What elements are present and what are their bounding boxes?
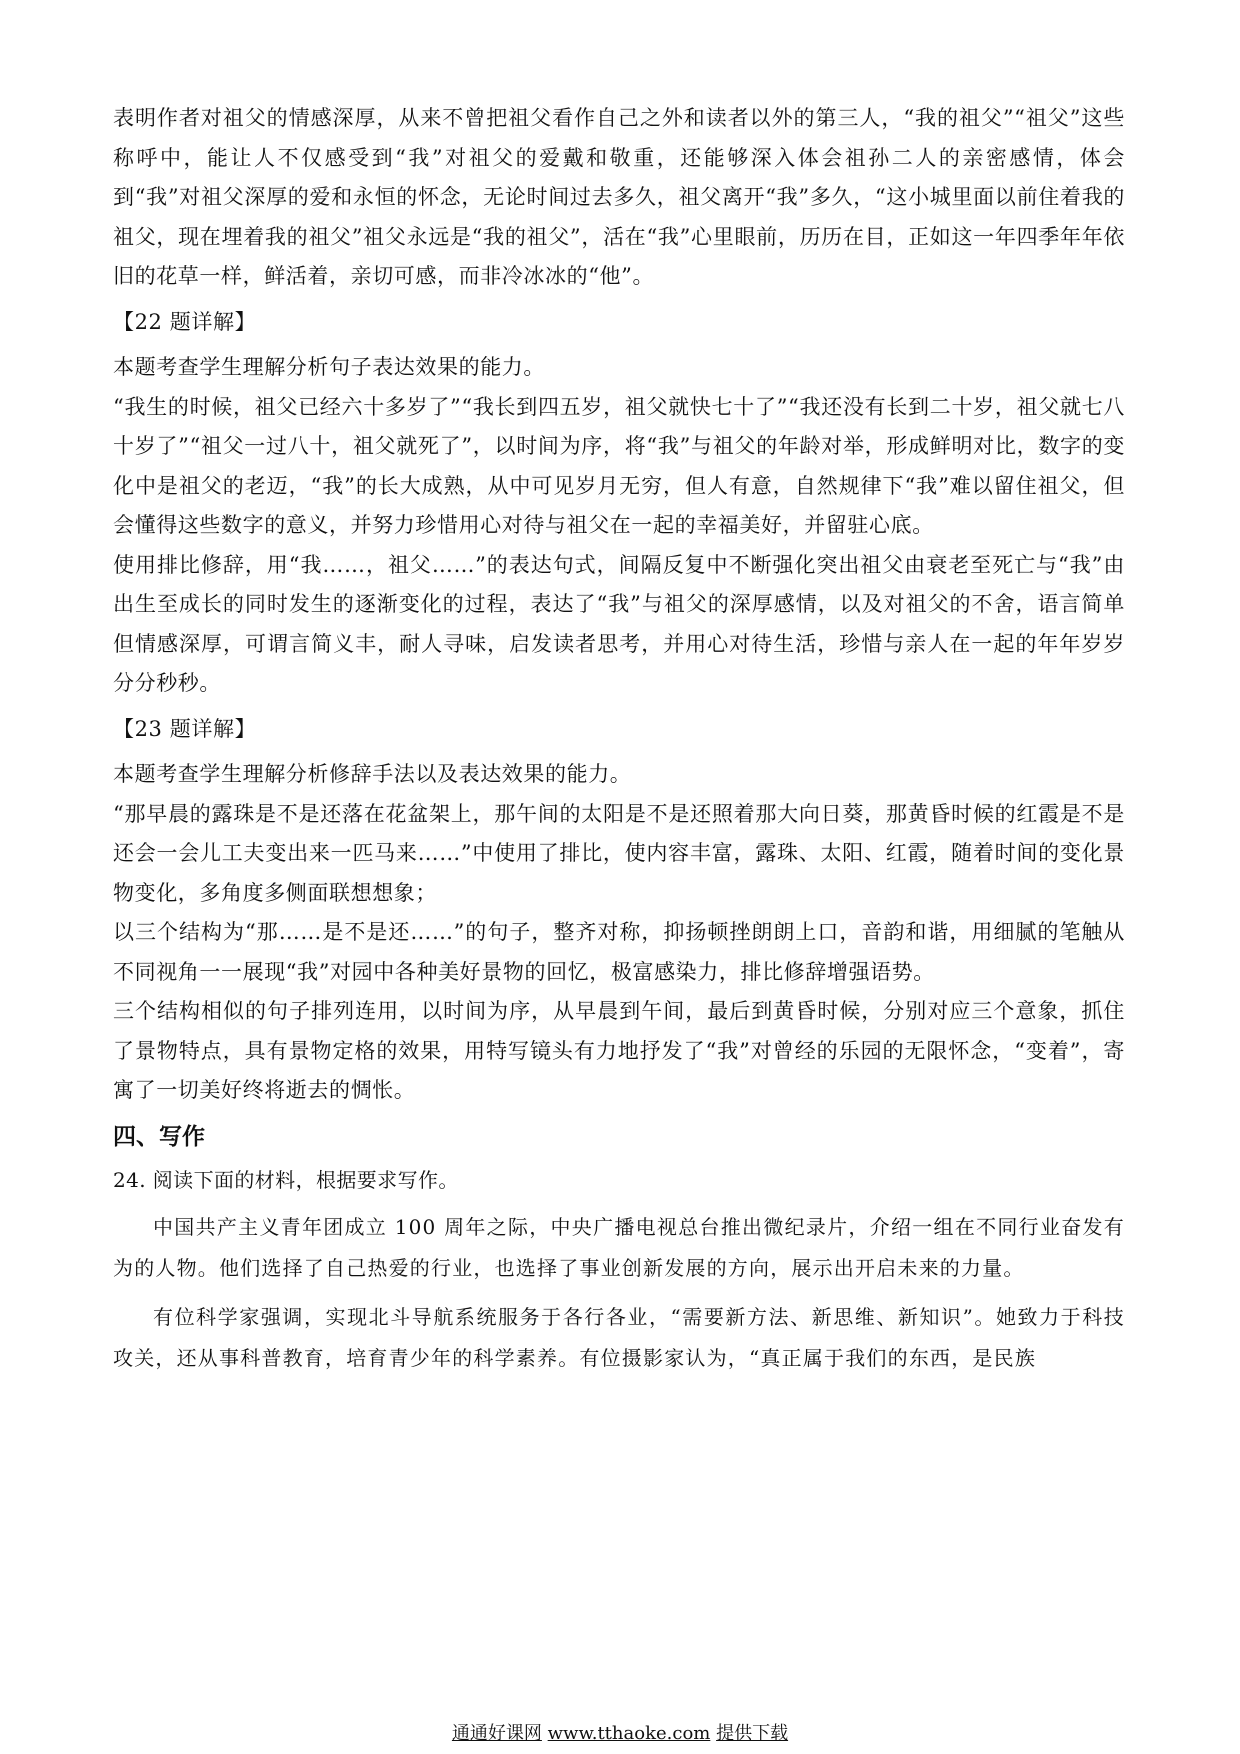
footer-site-name: 通通好课网 [451,1723,542,1744]
paragraph-22-a: “我生的时候，祖父已经六十多岁了”“我长到四五岁，祖父就快七十了”“我还没有长到二十岁，祖父就七八十岁了”“祖父一过八十，祖父就死了”，以时间为序，将“我”与祖父的年龄对举，形成鲜明对比，数字的变化中是祖父的老迈，“我”的长大成熟，从中可见岁月无穷，但人有意，自然规律下“我”难以留住祖父，但会懂得这些数字的意义，并努力珍惜用心对待与祖父在一起的幸福美好，并留驻心底。 [113,394,1125,537]
material-paragraph-2: 有位科学家强调，实现北斗导航系统服务于各行各业，“需要新方法、新思维、新知识”。她致力于科技攻关，还从事科普教育，培育青少年的科学素养。有位摄影家认为，“真正属于我们的东西，是民族 [113,1304,1125,1370]
material-paragraph-1: 中国共产主义青年团成立 100 周年之际，中央广播电视总台推出微纪录片，介绍一组在不同行业奋发有为的人物。他们选择了自己热爱的行业，也选择了事业创新发展的方向，展示出开启未来的力量。 [113,1214,1125,1280]
paragraph-23-a: “那早晨的露珠是不是还落在花盆架上，那午间的太阳是不是还照着那大向日葵，那黄昏时候的红霞是不是还会一会儿工夫变出来一匹马来……”中使用了排比，使内容丰富，露珠、太阳、红霞，随着时间的变化景物变化，多角度多侧面联想想象； [113,801,1125,905]
paragraph-analysis-21: 表明作者对祖父的情感深厚，从来不曾把祖父看作自己之外和读者以外的第三人，“我的祖父”“祖父”这些称呼中，能让人不仅感受到“我”对祖父的爱戴和敬重，还能够深入体会祖孙二人的亲密感情，体会到“我”对祖父深厚的爱和永恒的怀念，无论时间过去多久，祖父离开“我”多久，“这小城里面以前住着我的祖父，现在埋着我的祖父”祖父永远是“我的祖父”，活在“我”心里眼前，历历在目，正如这一年四季年年依旧的花草一样，鲜活着，亲切可感，而非冷冰冰的“他”。 [113,106,1125,288]
question-24-prompt: 24. 阅读下面的材料，根据要求写作。 [113,1167,459,1192]
paragraph-23-b: 以三个结构为“那……是不是还……”的句子，整齐对称，抑扬顿挫朗朗上口，音韵和谐，用细腻的笔触从不同视角一一展现“我”对园中各种美好景物的回忆，极富感染力，排比修辞增强语势。 [113,920,1125,984]
question-23-label: 【23 题详解】 [113,716,257,741]
paragraph-22-b: 使用排比修辞，用“我……，祖父……”的表达句式，间隔反复中不断强化突出祖父由衰老至死亡与“我”由出生至成长的同时发生的逐渐变化的过程，表达了“我”与祖父的深厚感情，以及对祖父的不舍，语言简单但情感深厚，可谓言简义丰，耐人寻味，启发读者思考，并用心对待生活，珍惜与亲人在一起的年年岁岁分分秒秒。 [113,552,1125,695]
paragraph-23-c: 三个结构相似的句子排列连用，以时间为序，从早晨到午间，最后到黄昏时候，分别对应三个意象，抓住了景物特点，具有景物定格的效果，用特写镜头有力地抒发了“我”对曾经的乐园的无限怀念，“变着”，寄寓了一切美好终将逝去的惆怅。 [113,999,1125,1102]
question-22-label: 【22 题详解】 [113,309,257,334]
section-heading-writing: 四、写作 [113,1123,205,1150]
footer-url[interactable]: www.tthaoke.com [547,1723,711,1744]
paragraph-22-intro: 本题考查学生理解分析句子表达效果的能力。 [113,355,545,379]
document-body [113,99,1125,1387]
page-footer [0,1719,1240,1745]
footer-suffix: 提供下载 [716,1723,789,1744]
paragraph-23-intro: 本题考查学生理解分析修辞手法以及表达效果的能力。 [113,762,632,786]
